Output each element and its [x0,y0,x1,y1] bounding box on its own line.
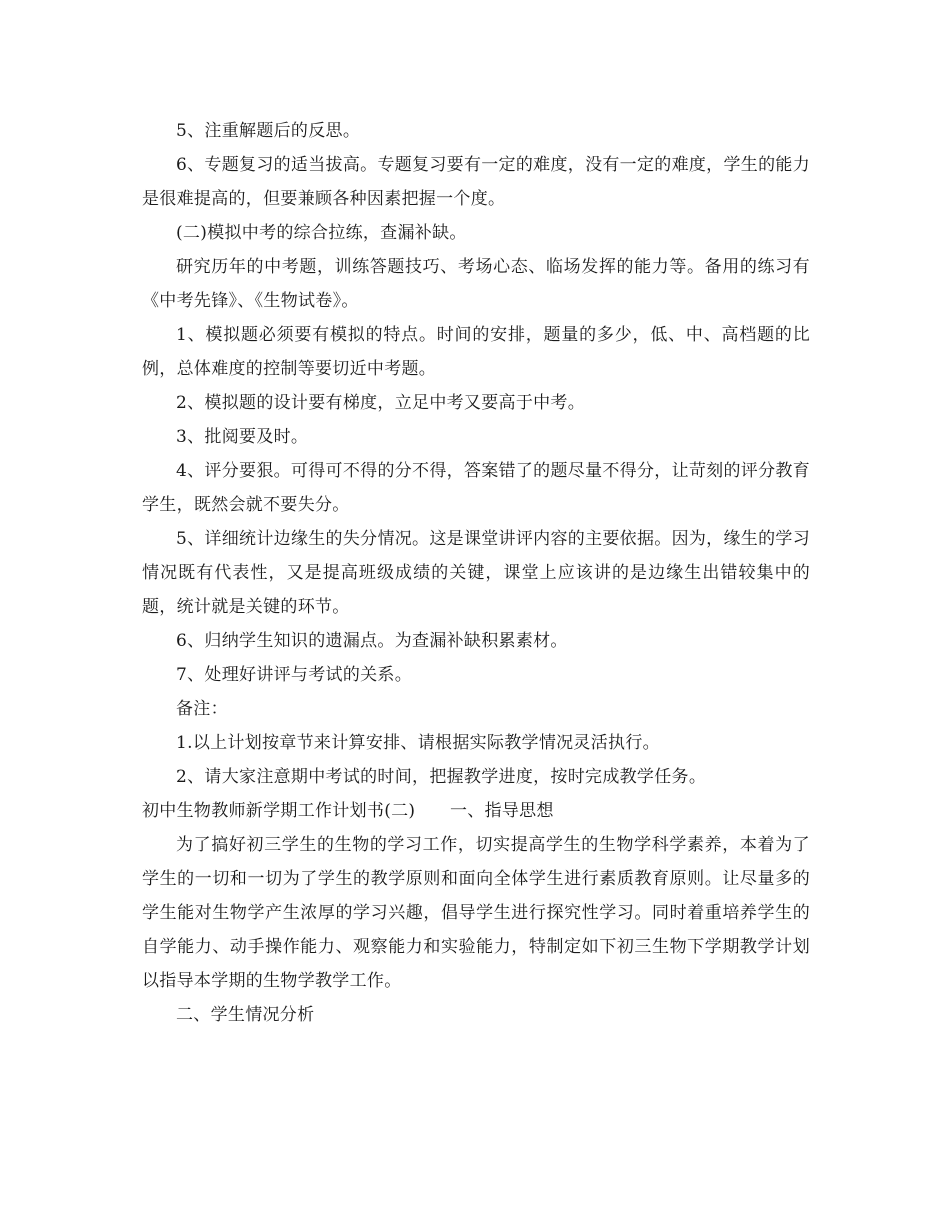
paragraph-reflection: 5、注重解题后的反思。 [176,121,361,141]
paragraph-past-exams: 研究历年的中考题，训练答题技巧、考场心态、临场发挥的能力等。备用的练习有《中考先锋》、《生物试卷》。 [142,257,810,311]
paragraph-note-1: 1.以上计划按章节来计算安排、请根据实际教学情况灵活执行。 [176,733,660,753]
section-title-plan-two: 初中生物教师新学期工作计划书(二) 一、指导思想 [142,801,554,821]
paragraph-mock-gradient: 2、模拟题的设计要有梯度，立足中考又要高于中考。 [176,393,586,413]
paragraph-knowledge-gaps: 6、归纳学生知识的遗漏点。为查漏补缺积累素材。 [176,631,568,651]
paragraph-topic-review: 6、专题复习的适当拔高。专题复习要有一定的难度，没有一定的难度，学生的能力是很难提高的，但要兼顾各种因素把握一个度。 [142,155,810,209]
paragraph-student-analysis-heading: 二、学生情况分析 [176,1005,315,1025]
paragraph-guiding-ideology: 为了搞好初三学生的生物的学习工作，切实提高学生的生物学科学素养，本着为了学生的一切和一切为了学生的教学原则和面向全体学生进行素质教育原则。让尽量多的学生能对生物学产生浓厚的学习兴趣，倡导学生进行探究性学习。同时着重培养学生的自学能力、动手操作能力、观察能力和实验能力，特制定如下初三生物下学期教学计划以指导本学期的生物学教学工作。 [142,835,810,991]
paragraph-strict-scoring: 4、评分要狠。可得可不得的分不得，答案错了的题尽量不得分，让苛刻的评分教育学生，既然会就不要失分。 [142,461,810,515]
document-body [142,114,810,1032]
paragraph-mock-exam-heading: (二)模拟中考的综合拉练，查漏补缺。 [176,223,467,243]
paragraph-marginal-students: 5、详细统计边缘生的失分情况。这是课堂讲评内容的主要依据。因为，缘生的学习情况既有代表性，又是提高班级成绩的关键，课堂上应该讲的是边缘生出错较集中的题，统计就是关键的环节。 [142,529,810,617]
paragraph-notes-label: 备注： [176,699,228,719]
paragraph-grading-timely: 3、批阅要及时。 [176,427,309,447]
paragraph-mock-features: 1、模拟题必须要有模拟的特点。时间的安排，题量的多少，低、中、高档题的比例，总体难度的控制等要切近中考题。 [142,325,810,379]
paragraph-note-2: 2、请大家注意期中考试的时间，把握教学进度，按时完成教学任务。 [176,767,707,787]
paragraph-review-vs-exam: 7、处理好讲评与考试的关系。 [176,665,413,685]
